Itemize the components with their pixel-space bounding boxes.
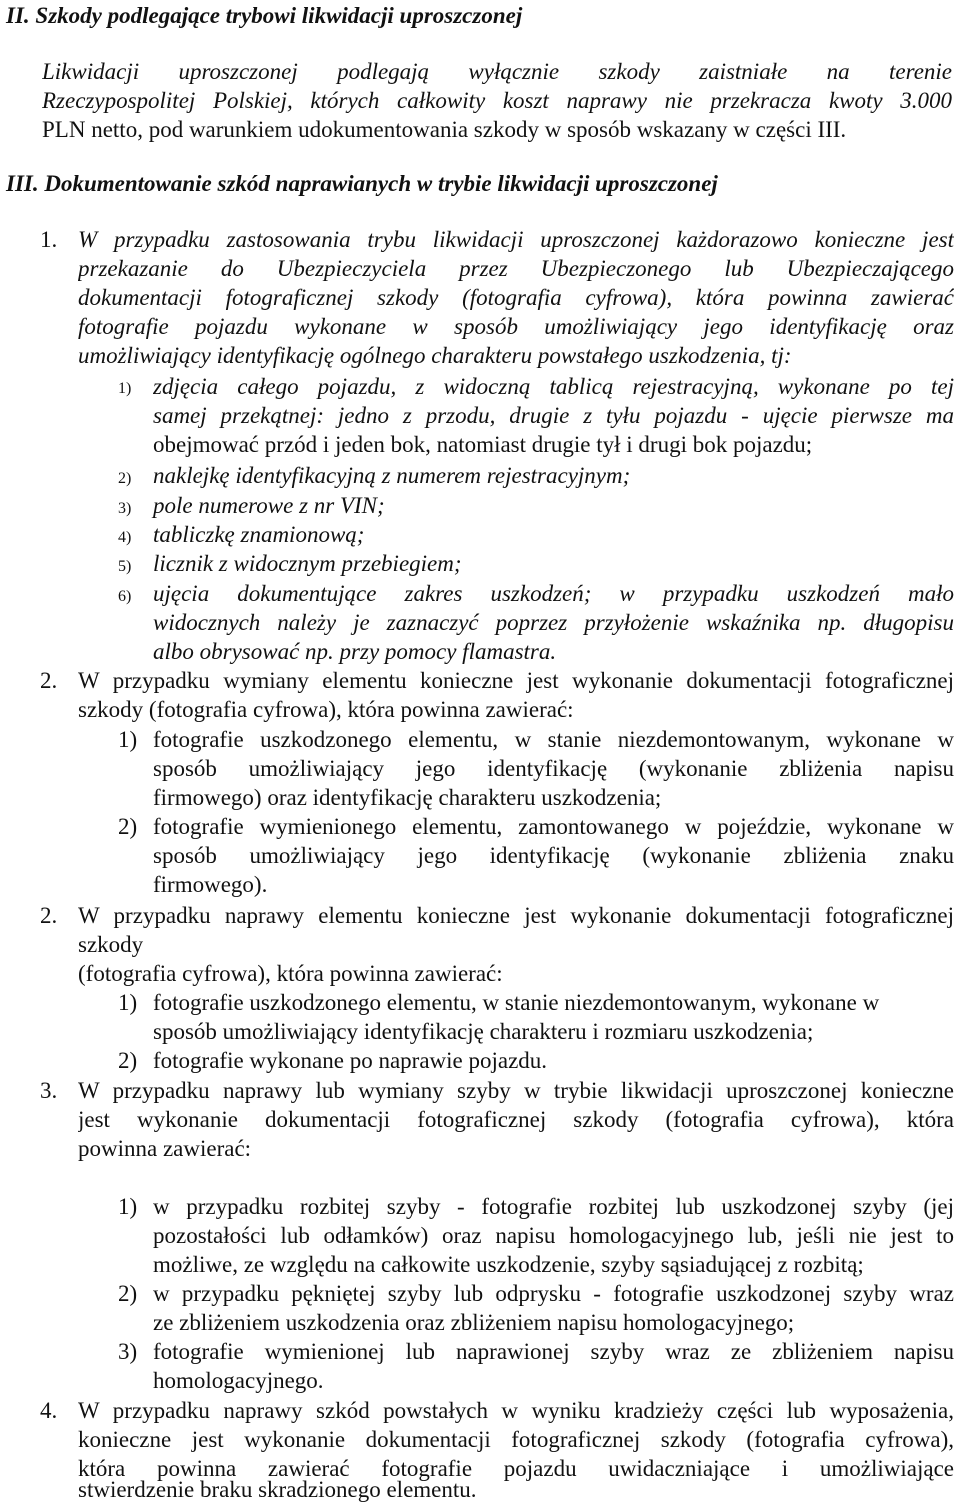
list-item-line: możliwe, ze względu na całkowite uszkodzenie, szyby sąsiadującej z rozbitą;	[153, 1252, 864, 1277]
list-item-number: 1)	[118, 380, 132, 397]
paragraph-line: przekazanie do Ubezpieczyciela przez Ubezpieczonego lub Ubezpieczającego	[78, 256, 954, 281]
list-item-line: obejmować przód i jeden bok, natomiast drugie tył i drugi bok pojazdu;	[153, 432, 813, 457]
list-item-number: 1)	[118, 990, 138, 1015]
list-item-line: w przypadku rozbitej szyby - fotografie rozbitej lub uszkodzonej szyby (jej	[153, 1194, 954, 1219]
list-item-line: sposób umożliwiający jego identyfikację (wykonanie zbliżenia napisu	[153, 756, 954, 781]
list-item-line: fotografie uszkodzonego elementu, w stanie niezdemontowanym, wykonane w	[153, 727, 954, 752]
list-item-line: w przypadku pękniętej szyby lub odprysku - fotografie uszkodzonej szyby wraz	[153, 1281, 954, 1306]
list-item-line: firmowego).	[153, 872, 268, 897]
list-item-number: 3)	[118, 500, 132, 517]
list-item-line: widocznych należy je zaznaczyć poprzez przyłożenie wskaźnika np. długopisu	[153, 610, 954, 635]
paragraph-line: stwierdzenie braku skradzionego elementu.	[78, 1477, 477, 1502]
paragraph-line: W przypadku wymiany elementu konieczne jest wykonanie dokumentacji fotograficznej	[78, 668, 954, 693]
list-item-number: 2)	[118, 1281, 138, 1306]
paragraph-line: Likwidacji uproszczonej podlegają wyłącznie szkody zaistniałe na terenie	[42, 59, 952, 84]
list-item-line: sposób umożliwiający identyfikację charakteru i rozmiaru uszkodzenia;	[153, 1019, 814, 1044]
section-heading-2: II. Szkody podlegające trybowi likwidacji uproszczonej	[6, 3, 523, 28]
list-item-line: tabliczkę znamionową;	[153, 522, 365, 547]
paragraph-line: Rzeczypospolitej Polskiej, których całkowity koszt naprawy nie przekracza kwoty 3.000	[42, 88, 952, 113]
list-item-number: 1)	[118, 727, 138, 752]
paragraph-line: szkody	[78, 932, 144, 957]
paragraph-line: konieczne jest wykonanie dokumentacji fotograficznej szkody (fotografia cyfrowa),	[78, 1427, 954, 1452]
point-number: 2.	[40, 903, 58, 928]
list-item-line: albo obrysować np. przy pomocy flamastra.	[153, 639, 557, 664]
paragraph-line: umożliwiający identyfikację ogólnego charakteru powstałego uszkodzenia, tj:	[78, 343, 792, 368]
paragraph-line: szkody (fotografia cyfrowa), która powinna zawierać:	[78, 697, 574, 722]
point-number: 1.	[40, 227, 58, 252]
list-item-line: ze zbliżeniem uszkodzenia oraz zbliżeniem napisu homologacyjnego;	[153, 1310, 795, 1335]
list-item-number: 3)	[118, 1339, 138, 1364]
list-item-line: fotografie uszkodzonego elementu, w stanie niezdemontowanym, wykonane w	[153, 990, 880, 1015]
list-item-number: 6)	[118, 588, 132, 605]
list-item-number: 1)	[118, 1194, 138, 1219]
paragraph-line: powinna zawierać:	[78, 1136, 252, 1161]
list-item-line: fotografie wykonane po naprawie pojazdu.	[153, 1048, 548, 1073]
paragraph-line: która powinna zawierać fotografie pojazdu uwidaczniające i umożliwiające	[78, 1456, 954, 1481]
paragraph-line: fotografie pojazdu wykonane w sposób umożliwiający jego identyfikację oraz	[78, 314, 954, 339]
paragraph-line: jest wykonanie dokumentacji fotograficznej szkody (fotografia cyfrowa), która	[78, 1107, 954, 1132]
list-item-line: sposób umożliwiający jego identyfikację (wykonanie zbliżenia znaku	[153, 843, 954, 868]
list-item-line: samej przekątnej: jedno z przodu, drugie z tyłu pojazdu - ujęcie pierwsze ma	[153, 403, 954, 428]
list-item-number: 5)	[118, 558, 132, 575]
list-item-line: ujęcia dokumentujące zakres uszkodzeń; w przypadku uszkodzeń mało	[153, 581, 954, 606]
paragraph-line: W przypadku naprawy szkód powstałych w wyniku kradzieży części lub wyposażenia,	[78, 1398, 954, 1423]
list-item-line: licznik z widocznym przebiegiem;	[153, 551, 462, 576]
list-item-number: 2)	[118, 814, 138, 839]
list-item-line: homologacyjnego.	[153, 1368, 324, 1393]
list-item-line: naklejkę identyfikacyjną z numerem rejestracyjnym;	[153, 463, 631, 488]
list-item-number: 4)	[118, 529, 132, 546]
list-item-line: pozostałości lub odłamków) oraz napisu homologacyjnego lub, jeśli nie jest to	[153, 1223, 954, 1248]
list-item-line: firmowego) oraz identyfikację charakteru uszkodzenia;	[153, 785, 662, 810]
paragraph-line: (fotografia cyfrowa), która powinna zawierać:	[78, 961, 503, 986]
list-item-line: pole numerowe z nr VIN;	[153, 493, 385, 518]
section-heading-3: III. Dokumentowanie szkód naprawianych w trybie likwidacji uproszczonej	[6, 171, 718, 196]
paragraph-line: W przypadku naprawy elementu konieczne jest wykonanie dokumentacji fotograficznej	[78, 903, 954, 928]
list-item-number: 2)	[118, 1048, 138, 1073]
paragraph-line: PLN netto, pod warunkiem udokumentowania szkody w sposób wskazany w części III.	[42, 117, 847, 142]
paragraph-line: W przypadku zastosowania trybu likwidacji uproszczonej każdorazowo konieczne jest	[78, 227, 954, 252]
list-item-line: fotografie wymienionej lub naprawionej szyby wraz ze zbliżeniem napisu	[153, 1339, 954, 1364]
list-item-line: fotografie wymienionego elementu, zamontowanego w pojeździe, wykonane w	[153, 814, 954, 839]
point-number: 2.	[40, 668, 58, 693]
paragraph-line: W przypadku naprawy lub wymiany szyby w trybie likwidacji uproszczonej konieczne	[78, 1078, 954, 1103]
paragraph-line: dokumentacji fotograficznej szkody (fotografia cyfrowa), która powinna zawierać	[78, 285, 954, 310]
list-item-number: 2)	[118, 470, 132, 487]
point-number: 3.	[40, 1078, 58, 1103]
list-item-line: zdjęcia całego pojazdu, z widoczną tablicą rejestracyjną, wykonane po tej	[153, 374, 954, 399]
point-number: 4.	[40, 1398, 58, 1423]
